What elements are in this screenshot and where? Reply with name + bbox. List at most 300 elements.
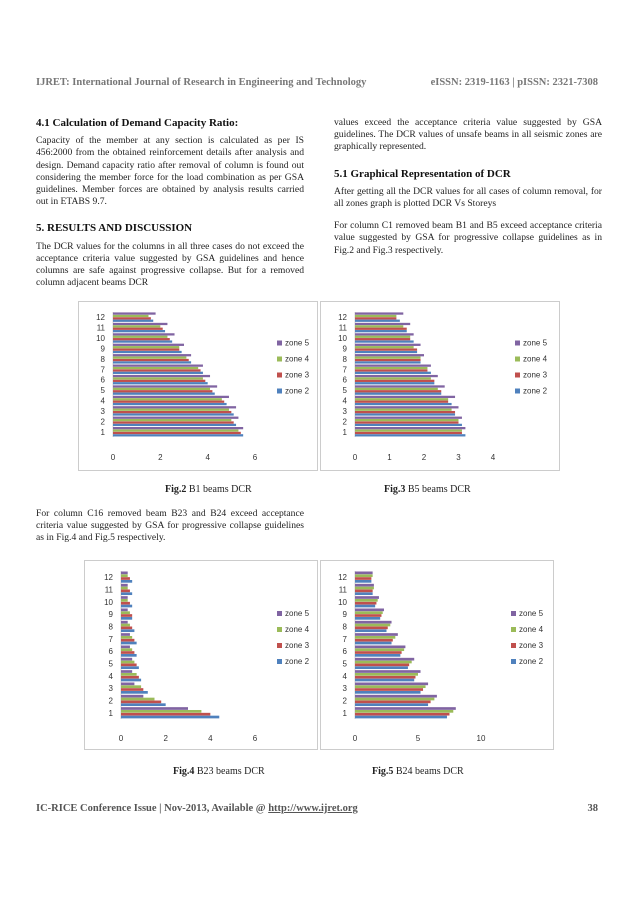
bar-zone-5-storey-6 (355, 375, 438, 377)
bar-zone-2-storey-8 (355, 361, 421, 363)
bar-zone-3-storey-9 (121, 614, 132, 617)
bar-zone-4-storey-8 (355, 624, 390, 627)
bar-zone-5-storey-9 (121, 608, 128, 611)
mid-paragraph: For column C16 removed beam B23 and B24 exceed acceptance criteria value suggested by GSA for progressive collapse guidelines as in Fig.4 and Fig.5 respectively. (36, 508, 304, 544)
bar-zone-4-storey-4 (355, 398, 448, 400)
y-tick-label: 1 (100, 427, 105, 437)
y-tick-label: 10 (104, 597, 113, 607)
bar-zone-4-storey-1 (355, 429, 462, 431)
bar-zone-5-storey-10 (113, 333, 175, 335)
section-5-1-title: 5.1 Graphical Representation of DCR (334, 167, 511, 180)
bar-zone-3-storey-3 (113, 411, 231, 413)
bar-zone-4-storey-2 (113, 419, 231, 421)
chart-fig3-svg (321, 302, 559, 470)
caption-fig3 (384, 484, 471, 495)
y-tick-label: 8 (342, 622, 347, 632)
bar-zone-5-storey-4 (355, 396, 455, 398)
y-tick-label: 10 (338, 334, 347, 344)
bar-zone-5-storey-3 (355, 406, 459, 408)
bar-zone-2-storey-3 (355, 691, 421, 694)
x-tick-label: 3 (456, 453, 461, 462)
bar-zone-3-storey-8 (113, 359, 189, 361)
section-4-1-title: 4.1 Calculation of Demand Capacity Ratio: (36, 117, 239, 129)
bar-zone-2-storey-4 (355, 679, 414, 682)
bar-zone-5-storey-2 (113, 417, 238, 419)
x-tick-label: 0 (352, 453, 358, 462)
y-tick-label: 9 (342, 610, 347, 620)
legend-swatch-zone-5 (277, 341, 282, 346)
bar-zone-4-storey-4 (355, 673, 418, 676)
legend-label-zone-4: zone 4 (285, 625, 310, 634)
section-4-1-text: Capacity of the member at any section is calculated as per IS 456:2000 from the obtained reinforcement details after analysis and design. Demand capacity ratio after removal of column is found out considering the member force for the load combination as per GSA guidelines. Member forces are obtained by analysis results carried out in ETABS 9.7. (36, 135, 304, 208)
y-tick-label: 11 (96, 323, 105, 333)
y-tick-label: 7 (100, 365, 105, 375)
bar-zone-2-storey-9 (355, 617, 380, 620)
chart-fig4 (84, 560, 318, 750)
y-tick-label: 5 (342, 386, 347, 396)
bar-zone-2-storey-6 (113, 382, 208, 384)
bar-zone-3-storey-1 (355, 713, 450, 716)
legend-swatch-zone-3 (277, 643, 282, 648)
bar-zone-4-storey-1 (113, 429, 238, 431)
bar-zone-4-storey-10 (355, 336, 410, 338)
bar-zone-2-storey-2 (113, 424, 236, 426)
y-tick-label: 2 (108, 696, 113, 706)
bar-zone-3-storey-7 (355, 639, 393, 642)
bar-zone-5-storey-11 (355, 323, 410, 325)
bar-zone-4-storey-5 (121, 661, 134, 664)
x-tick-label: 6 (252, 734, 258, 743)
bar-zone-3-storey-6 (121, 651, 134, 654)
bar-zone-4-storey-8 (113, 356, 186, 358)
y-tick-label: 11 (338, 585, 347, 595)
bar-zone-4-storey-12 (113, 315, 149, 317)
bar-zone-3-storey-4 (113, 401, 224, 403)
bar-zone-5-storey-8 (355, 354, 424, 356)
y-tick-label: 9 (342, 344, 347, 354)
bar-zone-2-storey-11 (355, 592, 373, 595)
bar-zone-3-storey-6 (113, 380, 205, 382)
bar-zone-3-storey-12 (355, 577, 371, 580)
bar-zone-5-storey-7 (355, 633, 398, 636)
bar-zone-5-storey-6 (355, 645, 405, 648)
y-tick-label: 10 (96, 334, 105, 344)
legend-label-zone-2: zone 2 (523, 386, 548, 396)
y-tick-label: 11 (104, 585, 113, 595)
journal-title: IJRET: International Journal of Research in Engineering and Technology (36, 77, 367, 88)
legend-label-zone-3: zone 3 (285, 641, 310, 650)
bar-zone-3-storey-12 (121, 577, 130, 580)
chart-fig4-svg (85, 561, 317, 749)
bar-zone-3-storey-12 (355, 317, 396, 319)
bar-zone-3-storey-5 (113, 390, 212, 392)
bar-zone-2-storey-5 (121, 666, 139, 669)
bar-zone-3-storey-7 (113, 369, 201, 371)
bar-zone-5-storey-9 (355, 344, 421, 346)
y-tick-label: 5 (100, 386, 105, 396)
bar-zone-4-storey-11 (113, 325, 160, 327)
bar-zone-5-storey-12 (355, 312, 403, 314)
legend-label-zone-5: zone 5 (285, 338, 310, 348)
bar-zone-5-storey-1 (121, 707, 188, 710)
caption-fig2-label: Fig.2 (165, 484, 187, 495)
legend-swatch-zone-2 (511, 659, 516, 664)
x-tick-label: 0 (118, 734, 124, 743)
bar-zone-5-storey-9 (355, 608, 384, 611)
bar-zone-4-storey-12 (121, 574, 128, 577)
y-tick-label: 3 (342, 684, 347, 694)
y-tick-label: 2 (342, 696, 347, 706)
bar-zone-2-storey-5 (113, 393, 215, 395)
bar-zone-2-storey-6 (121, 654, 137, 657)
legend-label-zone-3: zone 3 (285, 370, 310, 380)
legend-label-zone-4: zone 4 (519, 625, 544, 634)
x-tick-label: 4 (208, 734, 213, 743)
y-tick-label: 2 (342, 417, 347, 427)
y-tick-label: 6 (108, 647, 113, 657)
bar-zone-2-storey-1 (355, 716, 447, 719)
bar-zone-4-storey-10 (355, 599, 378, 602)
bar-zone-4-storey-7 (355, 636, 395, 639)
legend-swatch-zone-5 (515, 341, 520, 346)
y-tick-label: 1 (108, 708, 113, 718)
bar-zone-4-storey-10 (121, 599, 128, 602)
caption-fig4-text: B23 beams DCR (194, 766, 265, 777)
chart-fig5-svg (321, 561, 553, 749)
bar-zone-3-storey-10 (355, 338, 410, 340)
bar-zone-3-storey-6 (355, 380, 434, 382)
legend-label-zone-3: zone 3 (519, 641, 544, 650)
bar-zone-3-storey-9 (113, 348, 179, 350)
bar-zone-3-storey-1 (121, 713, 210, 716)
bar-zone-3-storey-9 (355, 348, 417, 350)
bar-zone-2-storey-12 (113, 320, 153, 322)
continued-text: values exceed the acceptance criteria value suggested by GSA guidelines. The DCR values of unsafe beams in all seismic zones are graphically represented. (334, 117, 602, 153)
legend-label-zone-3: zone 3 (523, 370, 548, 380)
bar-zone-5-storey-6 (121, 645, 130, 648)
bar-zone-4-storey-6 (113, 377, 203, 379)
bar-zone-5-storey-10 (355, 333, 414, 335)
bar-zone-4-storey-9 (355, 611, 383, 614)
bar-zone-2-storey-12 (121, 580, 132, 583)
bar-zone-3-storey-11 (113, 328, 163, 330)
bar-zone-2-storey-3 (121, 691, 148, 694)
bar-zone-3-storey-4 (355, 401, 448, 403)
section-5-title: 5. RESULTS AND DISCUSSION (36, 222, 193, 235)
bar-zone-2-storey-8 (355, 629, 387, 632)
caption-fig4-label: Fig.4 (173, 766, 195, 777)
bar-zone-2-storey-6 (355, 654, 400, 657)
x-tick-label: 5 (415, 734, 421, 743)
bar-zone-2-storey-11 (113, 330, 165, 332)
x-tick-label: 2 (421, 453, 427, 462)
bar-zone-3-storey-6 (355, 651, 402, 654)
bar-zone-4-storey-4 (121, 673, 137, 676)
y-tick-label: 12 (104, 573, 113, 583)
bar-zone-3-storey-5 (355, 390, 441, 392)
x-tick-label: 4 (490, 453, 496, 462)
bar-zone-2-storey-1 (355, 434, 465, 436)
bar-zone-4-storey-8 (121, 624, 130, 627)
bar-zone-5-storey-7 (113, 365, 203, 367)
legend-swatch-zone-3 (511, 643, 516, 648)
chart-fig5 (320, 560, 554, 750)
bar-zone-3-storey-7 (121, 639, 134, 642)
bar-zone-2-storey-10 (113, 340, 172, 342)
bar-zone-5-storey-11 (121, 584, 128, 587)
y-tick-label: 12 (338, 573, 347, 583)
bar-zone-5-storey-12 (113, 312, 156, 314)
caption-fig5-label: Fig.5 (372, 766, 394, 777)
legend-label-zone-2: zone 2 (285, 657, 310, 666)
legend-label-zone-4: zone 4 (523, 354, 548, 364)
bar-zone-5-storey-11 (113, 323, 167, 325)
x-tick-label: 6 (252, 453, 258, 462)
bar-zone-3-storey-2 (113, 421, 234, 423)
mid-paragraph-column (36, 508, 304, 555)
bar-zone-4-storey-11 (355, 325, 403, 327)
y-tick-label: 12 (96, 313, 105, 323)
bar-zone-5-storey-7 (355, 365, 431, 367)
bar-zone-4-storey-5 (113, 388, 210, 390)
y-tick-label: 2 (100, 417, 105, 427)
y-tick-label: 6 (342, 647, 347, 657)
caption-fig5 (372, 766, 464, 777)
bar-zone-2-storey-12 (355, 580, 371, 583)
legend-swatch-zone-4 (511, 627, 516, 632)
legend-swatch-zone-3 (277, 373, 282, 378)
bar-zone-2-storey-10 (355, 340, 414, 342)
y-tick-label: 12 (338, 313, 347, 323)
legend-swatch-zone-2 (515, 389, 520, 394)
y-tick-label: 4 (100, 396, 105, 406)
y-tick-label: 8 (342, 354, 347, 364)
x-tick-label: 1 (387, 453, 392, 462)
bar-zone-2-storey-4 (121, 679, 141, 682)
y-tick-label: 6 (100, 375, 105, 385)
bar-zone-4-storey-3 (355, 685, 426, 688)
bar-zone-4-storey-6 (121, 648, 132, 651)
bar-zone-2-storey-10 (355, 605, 375, 608)
bar-zone-2-storey-3 (113, 413, 234, 415)
legend-swatch-zone-3 (515, 373, 520, 378)
bar-zone-3-storey-10 (113, 338, 170, 340)
bar-zone-3-storey-3 (121, 688, 143, 691)
bar-zone-2-storey-6 (355, 382, 434, 384)
y-tick-label: 8 (100, 354, 105, 364)
bar-zone-2-storey-8 (121, 629, 134, 632)
footer-link[interactable]: http://www.ijret.org (268, 803, 358, 814)
y-tick-label: 5 (108, 659, 113, 669)
legend-swatch-zone-5 (511, 611, 516, 616)
bar-zone-4-storey-3 (113, 409, 229, 411)
bar-zone-3-storey-9 (355, 614, 381, 617)
bar-zone-2-storey-10 (121, 605, 132, 608)
legend-swatch-zone-2 (277, 389, 282, 394)
legend-swatch-zone-4 (277, 357, 282, 362)
x-tick-label: 10 (476, 734, 486, 743)
legend-label-zone-2: zone 2 (519, 657, 544, 666)
y-tick-label: 4 (108, 671, 113, 681)
legend-label-zone-4: zone 4 (285, 354, 310, 364)
legend-swatch-zone-4 (277, 627, 282, 632)
bar-zone-4-storey-2 (121, 698, 155, 701)
chart-fig3 (320, 301, 560, 471)
bar-zone-2-storey-8 (113, 361, 191, 363)
bar-zone-4-storey-9 (113, 346, 179, 348)
bar-zone-3-storey-8 (121, 627, 132, 630)
caption-fig5-text: B24 beams DCR (393, 766, 464, 777)
bar-zone-2-storey-11 (355, 330, 407, 332)
bar-zone-2-storey-7 (113, 372, 203, 374)
bar-zone-4-storey-10 (113, 336, 167, 338)
bar-zone-2-storey-1 (121, 716, 219, 719)
x-tick-label: 2 (158, 453, 163, 462)
bar-zone-2-storey-5 (355, 666, 408, 669)
legend-swatch-zone-4 (515, 357, 520, 362)
bar-zone-5-storey-4 (121, 670, 132, 673)
bar-zone-3-storey-11 (355, 328, 407, 330)
bar-zone-2-storey-2 (355, 424, 462, 426)
caption-fig4 (173, 766, 265, 777)
legend-label-zone-5: zone 5 (519, 609, 544, 618)
y-tick-label: 6 (342, 375, 347, 385)
bar-zone-3-storey-1 (113, 432, 241, 434)
caption-fig3-label: Fig.3 (384, 484, 406, 495)
bar-zone-2-storey-9 (113, 351, 182, 353)
bar-zone-4-storey-9 (121, 611, 130, 614)
bar-zone-3-storey-1 (355, 432, 462, 434)
bar-zone-5-storey-5 (121, 658, 132, 661)
y-tick-label: 3 (342, 406, 347, 416)
y-tick-label: 1 (342, 427, 347, 437)
bar-zone-3-storey-11 (121, 590, 130, 593)
running-header (36, 77, 602, 88)
bar-zone-3-storey-10 (121, 602, 130, 605)
bar-zone-4-storey-6 (355, 648, 404, 651)
y-tick-label: 8 (108, 622, 113, 632)
bar-zone-5-storey-2 (121, 695, 143, 698)
y-tick-label: 1 (342, 708, 347, 718)
bar-zone-5-storey-1 (355, 427, 465, 429)
bar-zone-3-storey-2 (355, 421, 459, 423)
bar-zone-5-storey-1 (113, 427, 243, 429)
bar-zone-3-storey-8 (355, 627, 388, 630)
bar-zone-4-storey-7 (113, 367, 198, 369)
bar-zone-5-storey-8 (355, 621, 392, 624)
caption-fig2 (165, 484, 252, 495)
bar-zone-3-storey-8 (355, 359, 421, 361)
bar-zone-4-storey-5 (355, 388, 438, 390)
y-tick-label: 3 (100, 406, 105, 416)
bar-zone-4-storey-7 (355, 367, 427, 369)
section-5-1-text-2: For column C1 removed beam B1 and B5 exceed acceptance criteria value suggested by GSA for progressive collapse guidelines as in Fig.2 and Fig.3 respectively. (334, 220, 602, 256)
bar-zone-4-storey-4 (113, 398, 222, 400)
bar-zone-5-storey-6 (113, 375, 210, 377)
bar-zone-4-storey-3 (355, 409, 452, 411)
footer-text: IC-RICE Conference Issue | Nov-2013, Available @ (36, 803, 269, 814)
chart-fig2-svg (79, 302, 317, 470)
y-tick-label: 9 (100, 344, 105, 354)
bar-zone-5-storey-8 (121, 621, 128, 624)
x-tick-label: 4 (205, 453, 210, 462)
bar-zone-5-storey-5 (355, 658, 414, 661)
bar-zone-2-storey-12 (355, 320, 400, 322)
bar-zone-4-storey-11 (121, 587, 128, 590)
bar-zone-5-storey-12 (355, 571, 373, 574)
y-tick-label: 11 (338, 323, 347, 333)
bar-zone-2-storey-7 (355, 642, 392, 645)
bar-zone-3-storey-5 (355, 664, 409, 667)
bar-zone-5-storey-4 (355, 670, 421, 673)
y-tick-label: 3 (108, 684, 113, 694)
issn: eISSN: 2319-1163 | pISSN: 2321-7308 (430, 77, 598, 88)
bar-zone-4-storey-2 (355, 698, 434, 701)
bar-zone-5-storey-5 (113, 385, 217, 387)
bar-zone-4-storey-7 (121, 636, 132, 639)
bar-zone-4-storey-8 (355, 356, 421, 358)
bar-zone-3-storey-7 (355, 369, 427, 371)
y-tick-label: 4 (342, 396, 347, 406)
legend-swatch-zone-2 (277, 659, 282, 664)
y-tick-label: 7 (342, 634, 347, 644)
bar-zone-5-storey-5 (355, 385, 445, 387)
y-tick-label: 7 (108, 634, 113, 644)
bar-zone-3-storey-2 (121, 701, 161, 704)
bar-zone-4-storey-5 (355, 661, 412, 664)
bar-zone-2-storey-7 (121, 642, 137, 645)
caption-fig2-text: B1 beams DCR (186, 484, 252, 495)
bar-zone-2-storey-7 (355, 372, 431, 374)
bar-zone-5-storey-11 (355, 584, 374, 587)
bar-zone-5-storey-3 (121, 682, 134, 685)
bar-zone-5-storey-3 (355, 682, 428, 685)
bar-zone-3-storey-4 (121, 676, 139, 679)
chart-fig2 (78, 301, 318, 471)
bar-zone-4-storey-11 (355, 587, 374, 590)
bar-zone-2-storey-9 (355, 351, 417, 353)
bar-zone-4-storey-2 (355, 419, 459, 421)
bar-zone-5-storey-2 (355, 695, 437, 698)
bar-zone-4-storey-9 (355, 346, 414, 348)
x-tick-label: 2 (163, 734, 168, 743)
legend-label-zone-5: zone 5 (523, 338, 548, 348)
bar-zone-3-storey-2 (355, 701, 431, 704)
y-tick-label: 5 (342, 659, 347, 669)
bar-zone-3-storey-11 (355, 590, 373, 593)
bar-zone-2-storey-4 (113, 403, 227, 405)
bar-zone-5-storey-1 (355, 707, 456, 710)
section-5-text: The DCR values for the columns in all three cases do not exceed the acceptance criteria value suggested by GSA guidelines and hence columns are safe against progressive collapse. But for a removed column adjacent beams DCR (36, 240, 304, 289)
bar-zone-2-storey-2 (121, 703, 166, 706)
bar-zone-3-storey-5 (121, 664, 137, 667)
bar-zone-4-storey-12 (355, 574, 373, 577)
bar-zone-3-storey-10 (355, 602, 376, 605)
bar-zone-2-storey-1 (113, 434, 243, 436)
bar-zone-4-storey-1 (355, 710, 453, 713)
bar-zone-3-storey-3 (355, 688, 423, 691)
bar-zone-5-storey-3 (113, 406, 236, 408)
legend-label-zone-5: zone 5 (285, 609, 310, 618)
right-column (334, 117, 602, 267)
bar-zone-3-storey-12 (113, 317, 151, 319)
legend-swatch-zone-5 (277, 611, 282, 616)
bar-zone-4-storey-1 (121, 710, 201, 713)
y-tick-label: 7 (342, 365, 347, 375)
bar-zone-2-storey-11 (121, 592, 132, 595)
bar-zone-3-storey-3 (355, 411, 455, 413)
page-number: 38 (587, 803, 598, 814)
